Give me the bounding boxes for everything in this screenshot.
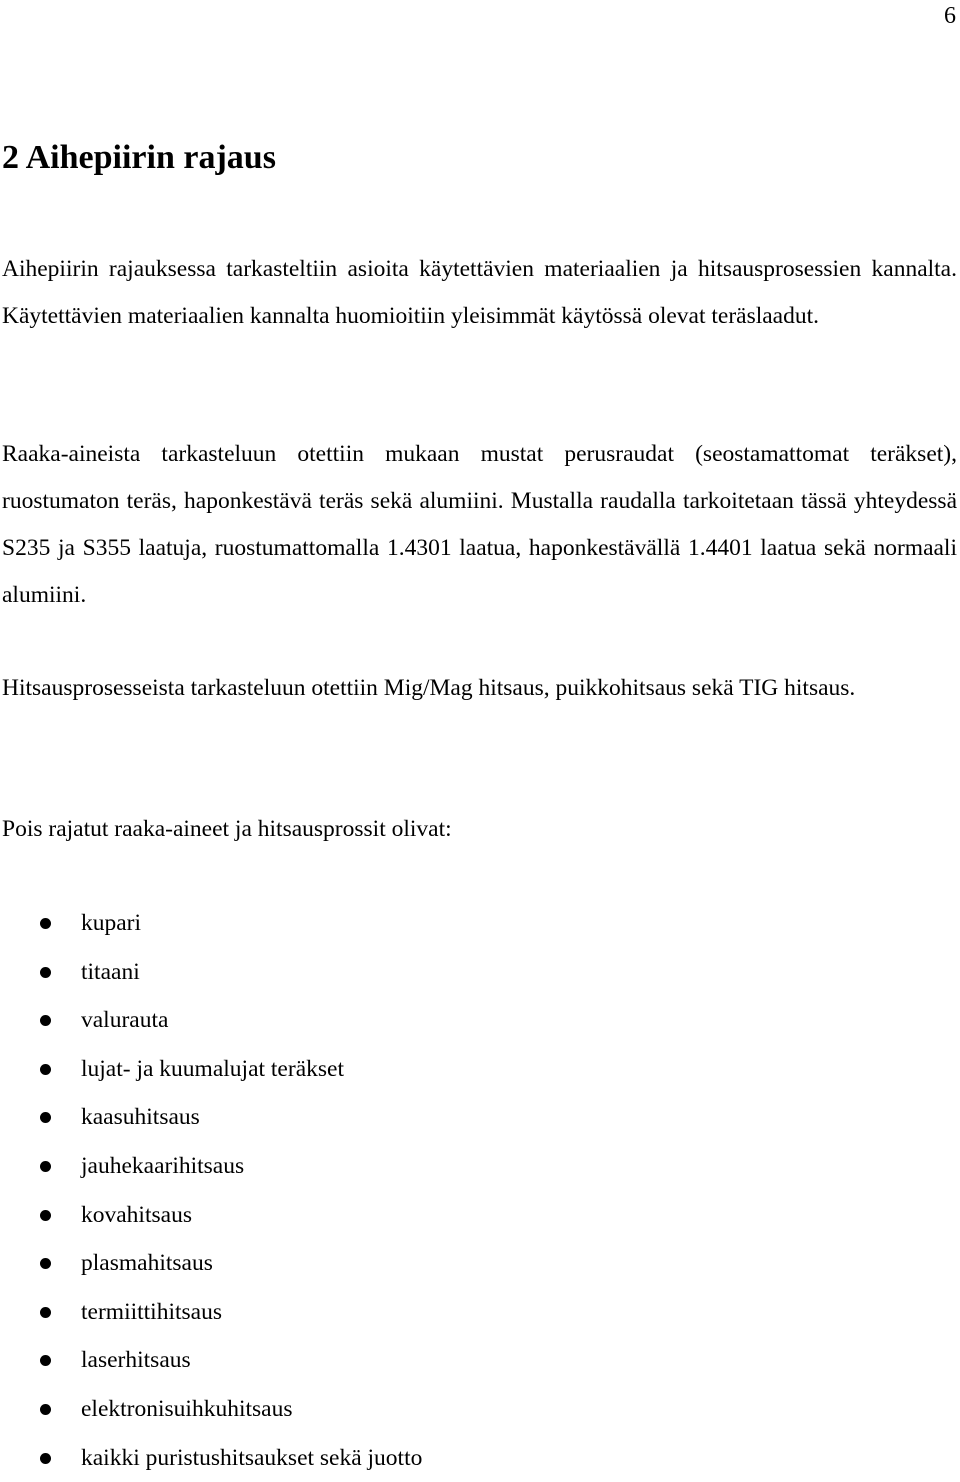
- list-item: [0, 1142, 422, 1191]
- bullet-icon: [40, 1210, 51, 1221]
- list-item: [0, 1336, 422, 1385]
- bullet-icon: [40, 1355, 51, 1366]
- bullet-icon: [40, 1258, 51, 1269]
- list-item-text: titaani: [81, 958, 140, 985]
- bullet-icon: [40, 918, 51, 929]
- bullet-icon: [40, 1453, 51, 1464]
- paragraph-scope-intro: Aihepiirin rajauksessa tarkasteltiin asioita käytettävien materiaalien ja hitsausprosessien kannalta. Käytettävien materiaalien kannalta huomioitiin yleisimmät käytössä olevat teräslaadut.: [2, 256, 957, 329]
- list-item: [0, 996, 422, 1045]
- list-item: [0, 1045, 422, 1094]
- bullet-icon: [40, 967, 51, 978]
- list-item-text: valurauta: [81, 1007, 169, 1034]
- list-item: [0, 1191, 422, 1240]
- list-item-text: kaasuhitsaus: [81, 1104, 200, 1131]
- list-item-text: kaikki puristushitsaukset sekä juotto: [81, 1444, 423, 1471]
- paragraph-materials: Raaka-aineista tarkasteluun otettiin mukaan mustat perusraudat (seostamattomat teräkset), ruostumaton teräs, haponkestävä teräs sekä alumiini. Mustalla raudalla tarkoitetaan tässä yhteydessä S235 ja S355 laatuja, ruostumattomalla 1.4301 laatua, haponkestävällä 1.4401 laatua sekä normaali alumiini.: [2, 441, 957, 608]
- list-item: [0, 1288, 422, 1337]
- list-item-text: elektronisuihkuhitsaus: [81, 1395, 293, 1422]
- bullet-icon: [40, 1161, 51, 1172]
- paragraph-excluded-intro: Pois rajatut raaka-aineet ja hitsausprossit olivat:: [2, 816, 452, 842]
- list-item-text: jauhekaarihitsaus: [81, 1152, 245, 1179]
- list-item-text: plasmahitsaus: [81, 1250, 213, 1277]
- list-item-text: termiittihitsaus: [81, 1298, 222, 1325]
- list-item: [0, 1093, 422, 1142]
- bullet-icon: [40, 1064, 51, 1075]
- list-item: [0, 899, 422, 948]
- section-heading: 2 Aihepiirin rajaus: [2, 139, 276, 176]
- list-item-text: kovahitsaus: [81, 1201, 192, 1228]
- list-item: [0, 1385, 422, 1434]
- list-item-text: lujat- ja kuumalujat teräkset: [81, 1055, 344, 1082]
- bullet-icon: [40, 1112, 51, 1123]
- bullet-icon: [40, 1015, 51, 1026]
- list-item-text: laserhitsaus: [81, 1347, 191, 1374]
- page-number: 6: [944, 3, 956, 29]
- list-item-text: kupari: [81, 910, 142, 936]
- excluded-list: [0, 899, 422, 1482]
- bullet-icon: [40, 1307, 51, 1318]
- bullet-icon: [40, 1404, 51, 1415]
- list-item: [0, 1239, 422, 1288]
- list-item: [0, 948, 422, 997]
- paragraph-processes: Hitsausprosesseista tarkasteluun otettiin Mig/Mag hitsaus, puikkohitsaus sekä TIG hitsaus.: [2, 675, 856, 701]
